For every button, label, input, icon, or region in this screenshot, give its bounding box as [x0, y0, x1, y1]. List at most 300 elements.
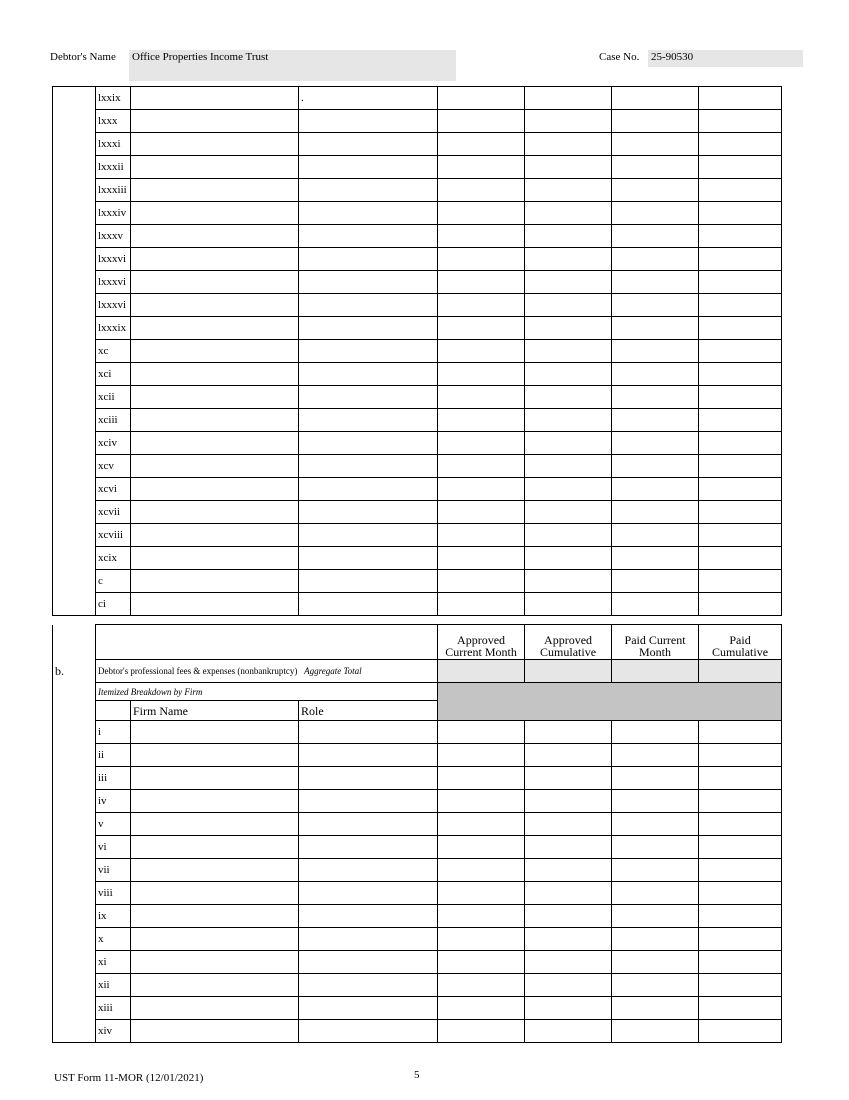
firm-name-cell[interactable] [131, 294, 299, 317]
paid-current-month-cell[interactable] [612, 928, 699, 951]
firm-name-cell[interactable] [131, 271, 299, 294]
firm-name-cell[interactable] [131, 478, 299, 501]
role-cell[interactable] [299, 744, 438, 767]
left-spacer [53, 928, 96, 951]
firm-name-cell[interactable] [131, 744, 299, 767]
approved-current-month-cell[interactable] [438, 363, 525, 386]
approved-cumulative-cell[interactable] [525, 905, 612, 928]
aggregate-approved-current-month[interactable] [438, 660, 525, 683]
firm-name-cell[interactable] [131, 501, 299, 524]
row-index: lxxxvi [96, 294, 131, 317]
table-row [53, 179, 782, 202]
left-margin-cell [53, 87, 96, 616]
aggregate-total-label: Aggregate Total [304, 666, 362, 676]
paid-current-month-cell[interactable] [612, 432, 699, 455]
paid-cumulative-cell[interactable] [699, 928, 782, 951]
paid-cumulative-cell[interactable] [699, 905, 782, 928]
row-index: lxxxii [96, 156, 131, 179]
paid-current-month-cell[interactable] [612, 767, 699, 790]
approved-current-month-cell[interactable] [438, 1020, 525, 1043]
paid-cumulative-cell[interactable] [699, 1020, 782, 1043]
approved-current-month-cell[interactable] [438, 997, 525, 1020]
paid-cumulative-cell[interactable] [699, 997, 782, 1020]
paid-current-month-cell[interactable] [612, 340, 699, 363]
row-index: iii [96, 767, 131, 790]
table-row [53, 133, 782, 156]
paid-cumulative-cell[interactable] [699, 110, 782, 133]
approved-current-month-cell[interactable] [438, 951, 525, 974]
approved-current-month-cell[interactable] [438, 790, 525, 813]
approved-cumulative-cell[interactable] [525, 501, 612, 524]
approved-current-month-cell[interactable] [438, 882, 525, 905]
row-index: i [96, 721, 131, 744]
firm-name-cell[interactable] [131, 905, 299, 928]
approved-cumulative-cell[interactable] [525, 271, 612, 294]
firm-name-cell[interactable] [131, 790, 299, 813]
role-cell[interactable] [299, 271, 438, 294]
firm-name-cell[interactable] [131, 87, 299, 110]
table-row [53, 271, 782, 294]
paid-current-month-cell[interactable] [612, 133, 699, 156]
role-cell[interactable] [299, 570, 438, 593]
paid-cumulative-cell[interactable] [699, 202, 782, 225]
row-index: iv [96, 790, 131, 813]
approved-cumulative-cell[interactable] [525, 409, 612, 432]
paid-cumulative-cell[interactable] [699, 951, 782, 974]
paid-current-month-cell[interactable] [612, 478, 699, 501]
firm-name-cell[interactable] [131, 133, 299, 156]
approved-cumulative-cell[interactable] [525, 882, 612, 905]
firm-name-cell[interactable] [131, 524, 299, 547]
role-cell[interactable] [299, 836, 438, 859]
table-row [53, 110, 782, 133]
row-index: lxxix [96, 87, 131, 110]
approved-current-month-cell[interactable] [438, 836, 525, 859]
approved-cumulative-cell[interactable] [525, 547, 612, 570]
approved-current-month-cell[interactable] [438, 547, 525, 570]
row-index: xcix [96, 547, 131, 570]
table-row [53, 87, 782, 110]
approved-cumulative-cell[interactable] [525, 432, 612, 455]
paid-cumulative-cell[interactable] [699, 721, 782, 744]
row-index: xcviii [96, 524, 131, 547]
row-index: vi [96, 836, 131, 859]
table-row [53, 767, 782, 790]
role-cell[interactable] [299, 859, 438, 882]
row-index: xciii [96, 409, 131, 432]
firm-name-cell[interactable] [131, 997, 299, 1020]
firm-name-cell[interactable] [131, 317, 299, 340]
paid-cumulative-cell[interactable] [699, 133, 782, 156]
approved-current-month-cell[interactable] [438, 179, 525, 202]
approved-current-month-cell[interactable] [438, 202, 525, 225]
paid-cumulative-cell[interactable] [699, 248, 782, 271]
left-spacer [53, 744, 96, 767]
role-cell[interactable] [299, 790, 438, 813]
paid-current-month-cell[interactable] [612, 905, 699, 928]
role-cell[interactable] [299, 547, 438, 570]
firm-name-cell[interactable] [131, 363, 299, 386]
left-spacer [53, 683, 96, 701]
approved-cumulative-cell[interactable] [525, 179, 612, 202]
approved-current-month-cell[interactable] [438, 225, 525, 248]
paid-current-month-cell[interactable] [612, 248, 699, 271]
role-cell[interactable] [299, 294, 438, 317]
role-cell[interactable] [299, 767, 438, 790]
shaded-area [438, 683, 782, 721]
row-index: xcii [96, 386, 131, 409]
paid-cumulative-cell[interactable] [699, 501, 782, 524]
role-cell[interactable] [299, 202, 438, 225]
paid-cumulative-cell[interactable] [699, 225, 782, 248]
approved-cumulative-cell[interactable] [525, 478, 612, 501]
approved-cumulative-cell[interactable] [525, 363, 612, 386]
table-row [53, 317, 782, 340]
firm-name-cell[interactable] [131, 859, 299, 882]
role-cell[interactable] [299, 501, 438, 524]
role-cell[interactable] [299, 455, 438, 478]
approved-current-month-cell[interactable] [438, 455, 525, 478]
row-index: xciv [96, 432, 131, 455]
firm-name-cell[interactable] [131, 928, 299, 951]
role-cell[interactable] [299, 133, 438, 156]
approved-cumulative-cell[interactable] [525, 156, 612, 179]
table-row [53, 570, 782, 593]
paid-cumulative-cell[interactable] [699, 363, 782, 386]
firm-name-cell[interactable] [131, 110, 299, 133]
table-row [53, 478, 782, 501]
row-index: v [96, 813, 131, 836]
paid-cumulative-cell[interactable] [699, 87, 782, 110]
paid-cumulative-cell[interactable] [699, 882, 782, 905]
approved-cumulative-cell[interactable] [525, 744, 612, 767]
approved-cumulative-cell[interactable] [525, 928, 612, 951]
role-cell[interactable] [299, 248, 438, 271]
row-index: x [96, 928, 131, 951]
paid-cumulative-cell[interactable] [699, 593, 782, 616]
paid-cumulative-cell[interactable] [699, 455, 782, 478]
firm-name-cell[interactable] [131, 721, 299, 744]
section-b-label-cell [53, 625, 96, 660]
firm-name-cell[interactable] [131, 432, 299, 455]
row-index: lxxxi [96, 133, 131, 156]
paid-cumulative-cell[interactable] [699, 570, 782, 593]
left-spacer [53, 882, 96, 905]
paid-current-month-cell[interactable] [612, 1020, 699, 1043]
paid-current-month-cell[interactable] [612, 813, 699, 836]
approved-current-month-cell[interactable] [438, 593, 525, 616]
approved-current-month-cell[interactable] [438, 859, 525, 882]
firm-name-cell[interactable] [131, 156, 299, 179]
role-cell[interactable] [299, 179, 438, 202]
approved-cumulative-cell[interactable] [525, 87, 612, 110]
approved-current-month-cell[interactable] [438, 432, 525, 455]
paid-current-month-cell[interactable] [612, 593, 699, 616]
fees-table-continued [52, 86, 782, 616]
approved-cumulative-cell[interactable] [525, 997, 612, 1020]
approved-cumulative-cell[interactable] [525, 593, 612, 616]
firm-name-cell[interactable] [131, 386, 299, 409]
paid-cumulative-cell[interactable] [699, 179, 782, 202]
role-cell[interactable] [299, 156, 438, 179]
paid-cumulative-cell[interactable] [699, 386, 782, 409]
paid-cumulative-cell[interactable] [699, 790, 782, 813]
paid-cumulative-cell[interactable] [699, 767, 782, 790]
role-cell[interactable] [299, 524, 438, 547]
role-cell[interactable] [299, 225, 438, 248]
paid-cumulative-cell[interactable] [699, 813, 782, 836]
paid-cumulative-cell[interactable] [699, 547, 782, 570]
table-row [53, 363, 782, 386]
row-index: xcvi [96, 478, 131, 501]
approved-cumulative-cell[interactable] [525, 524, 612, 547]
paid-cumulative-cell[interactable] [699, 974, 782, 997]
role-cell[interactable] [299, 882, 438, 905]
firm-name-cell[interactable] [131, 225, 299, 248]
paid-current-month-cell[interactable] [612, 294, 699, 317]
table-row [53, 836, 782, 859]
paid-current-month-cell[interactable] [612, 225, 699, 248]
table-row [53, 859, 782, 882]
left-spacer [53, 701, 96, 721]
approved-current-month-cell[interactable] [438, 478, 525, 501]
role-cell[interactable] [299, 386, 438, 409]
approved-cumulative-cell[interactable] [525, 248, 612, 271]
paid-current-month-cell[interactable] [612, 744, 699, 767]
paid-current-month-cell[interactable] [612, 179, 699, 202]
paid-cumulative-cell[interactable] [699, 317, 782, 340]
paid-current-month-cell[interactable] [612, 951, 699, 974]
approved-current-month-cell[interactable] [438, 271, 525, 294]
role-cell[interactable] [299, 340, 438, 363]
approved-current-month-cell[interactable] [438, 133, 525, 156]
left-spacer [53, 790, 96, 813]
paid-current-month-cell[interactable] [612, 524, 699, 547]
approved-current-month-cell[interactable] [438, 928, 525, 951]
paid-cumulative-cell[interactable] [699, 478, 782, 501]
approved-current-month-cell[interactable] [438, 386, 525, 409]
table-row [53, 455, 782, 478]
approved-cumulative-cell[interactable] [525, 974, 612, 997]
paid-cumulative-cell[interactable] [699, 156, 782, 179]
paid-cumulative-cell[interactable] [699, 744, 782, 767]
firm-name-cell[interactable] [131, 547, 299, 570]
approved-cumulative-cell[interactable] [525, 455, 612, 478]
approved-current-month-cell[interactable] [438, 974, 525, 997]
section-b-label: b. [53, 660, 96, 683]
approved-cumulative-cell[interactable] [525, 133, 612, 156]
approved-current-month-cell[interactable] [438, 721, 525, 744]
approved-current-month-cell[interactable] [438, 744, 525, 767]
row-index: lxxx [96, 110, 131, 133]
approved-current-month-cell[interactable] [438, 156, 525, 179]
paid-current-month-cell[interactable] [612, 455, 699, 478]
role-header: Role [299, 701, 438, 721]
table-row [53, 1020, 782, 1043]
stray-mark: . [301, 92, 304, 104]
role-cell[interactable] [299, 721, 438, 744]
approved-current-month-cell[interactable] [438, 905, 525, 928]
role-cell[interactable] [299, 317, 438, 340]
firm-name-cell[interactable] [131, 974, 299, 997]
approved-cumulative-cell[interactable] [525, 570, 612, 593]
aggregate-paid-current-month[interactable] [612, 660, 699, 683]
role-cell[interactable] [299, 1020, 438, 1043]
paid-cumulative-cell[interactable] [699, 836, 782, 859]
paid-current-month-cell[interactable] [612, 836, 699, 859]
approved-current-month-cell[interactable] [438, 110, 525, 133]
firm-name-cell[interactable] [131, 593, 299, 616]
paid-cumulative-cell[interactable] [699, 294, 782, 317]
role-cell[interactable] [299, 593, 438, 616]
paid-current-month-cell[interactable] [612, 363, 699, 386]
col-approved-cumulative: Approved Cumulative [525, 625, 612, 660]
approved-current-month-cell[interactable] [438, 524, 525, 547]
paid-current-month-cell[interactable] [612, 409, 699, 432]
paid-current-month-cell[interactable] [612, 882, 699, 905]
firm-name-cell[interactable] [131, 409, 299, 432]
row-index: c [96, 570, 131, 593]
approved-cumulative-cell[interactable] [525, 1020, 612, 1043]
role-cell[interactable] [299, 951, 438, 974]
approved-cumulative-cell[interactable] [525, 386, 612, 409]
role-cell[interactable] [299, 813, 438, 836]
approved-cumulative-cell[interactable] [525, 317, 612, 340]
col-approved-current-month: Approved Current Month [438, 625, 525, 660]
approved-cumulative-cell[interactable] [525, 951, 612, 974]
approved-current-month-cell[interactable] [438, 409, 525, 432]
approved-cumulative-cell[interactable] [525, 767, 612, 790]
approved-cumulative-cell[interactable] [525, 859, 612, 882]
paid-cumulative-cell[interactable] [699, 271, 782, 294]
firm-name-cell[interactable] [131, 951, 299, 974]
approved-cumulative-cell[interactable] [525, 110, 612, 133]
table-row [53, 225, 782, 248]
firm-name-cell[interactable] [131, 179, 299, 202]
itemized-breakdown-label: Itemized Breakdown by Firm [96, 683, 438, 701]
firm-name-cell[interactable] [131, 248, 299, 271]
paid-current-month-cell[interactable] [612, 721, 699, 744]
page-number: 5 [414, 1069, 420, 1081]
approved-cumulative-cell[interactable] [525, 202, 612, 225]
paid-current-month-cell[interactable] [612, 570, 699, 593]
firm-name-cell[interactable] [131, 882, 299, 905]
approved-current-month-cell[interactable] [438, 767, 525, 790]
paid-current-month-cell[interactable] [612, 790, 699, 813]
firm-name-cell[interactable] [131, 455, 299, 478]
table-row [53, 501, 782, 524]
row-index: ii [96, 744, 131, 767]
approved-cumulative-cell[interactable] [525, 836, 612, 859]
approved-current-month-cell[interactable] [438, 813, 525, 836]
approved-current-month-cell[interactable] [438, 87, 525, 110]
table-row [53, 432, 782, 455]
table-row [53, 744, 782, 767]
left-spacer [53, 905, 96, 928]
firm-name-cell[interactable] [131, 813, 299, 836]
left-spacer [53, 951, 96, 974]
firm-name-cell[interactable] [131, 202, 299, 225]
approved-cumulative-cell[interactable] [525, 340, 612, 363]
row-index: lxxxiv [96, 202, 131, 225]
firm-name-cell[interactable] [131, 836, 299, 859]
paid-current-month-cell[interactable] [612, 271, 699, 294]
row-index: ci [96, 593, 131, 616]
paid-current-month-cell[interactable] [612, 547, 699, 570]
aggregate-approved-cumulative[interactable] [525, 660, 612, 683]
row-index: xc [96, 340, 131, 363]
paid-current-month-cell[interactable] [612, 156, 699, 179]
role-cell[interactable] [299, 974, 438, 997]
col-paid-current-month: Paid Current Month [612, 625, 699, 660]
paid-current-month-cell[interactable] [612, 87, 699, 110]
debtor-name-field[interactable]: Office Properties Income Trust [129, 50, 456, 81]
row-index: xiii [96, 997, 131, 1020]
firm-name-cell[interactable] [131, 340, 299, 363]
role-cell[interactable] [299, 363, 438, 386]
paid-cumulative-cell[interactable] [699, 409, 782, 432]
row-index: xiv [96, 1020, 131, 1043]
paid-current-month-cell[interactable] [612, 317, 699, 340]
approved-current-month-cell[interactable] [438, 340, 525, 363]
approved-current-month-cell[interactable] [438, 570, 525, 593]
paid-current-month-cell[interactable] [612, 997, 699, 1020]
row-index: xcv [96, 455, 131, 478]
role-cell[interactable] [299, 905, 438, 928]
section-b-header-blank [96, 625, 438, 660]
role-cell[interactable] [299, 409, 438, 432]
role-cell[interactable] [299, 928, 438, 951]
paid-current-month-cell[interactable] [612, 386, 699, 409]
approved-cumulative-cell[interactable] [525, 721, 612, 744]
row-index: lxxxvi [96, 271, 131, 294]
approved-current-month-cell[interactable] [438, 317, 525, 340]
approved-current-month-cell[interactable] [438, 248, 525, 271]
firm-name-cell[interactable] [131, 767, 299, 790]
paid-cumulative-cell[interactable] [699, 859, 782, 882]
approved-cumulative-cell[interactable] [525, 294, 612, 317]
row-index: ix [96, 905, 131, 928]
approved-cumulative-cell[interactable] [525, 225, 612, 248]
role-cell[interactable] [299, 110, 438, 133]
paid-cumulative-cell[interactable] [699, 432, 782, 455]
firm-name-cell[interactable] [131, 570, 299, 593]
table-row [53, 547, 782, 570]
approved-cumulative-cell[interactable] [525, 790, 612, 813]
paid-current-month-cell[interactable] [612, 974, 699, 997]
firm-name-cell[interactable] [131, 1020, 299, 1043]
role-cell[interactable] [299, 432, 438, 455]
paid-cumulative-cell[interactable] [699, 524, 782, 547]
description-text: Debtor's professional fees & expenses (nonbankruptcy) [98, 666, 298, 676]
role-cell[interactable] [299, 87, 438, 110]
paid-cumulative-cell[interactable] [699, 340, 782, 363]
approved-cumulative-cell[interactable] [525, 813, 612, 836]
left-spacer [53, 813, 96, 836]
left-spacer [53, 767, 96, 790]
case-number-field[interactable]: 25-90530 [648, 50, 803, 67]
paid-current-month-cell[interactable] [612, 110, 699, 133]
firm-name-header: Firm Name [131, 701, 299, 721]
approved-current-month-cell[interactable] [438, 294, 525, 317]
aggregate-paid-cumulative[interactable] [699, 660, 782, 683]
approved-current-month-cell[interactable] [438, 501, 525, 524]
role-cell[interactable] [299, 478, 438, 501]
paid-current-month-cell[interactable] [612, 202, 699, 225]
role-cell[interactable] [299, 997, 438, 1020]
paid-current-month-cell[interactable] [612, 501, 699, 524]
paid-current-month-cell[interactable] [612, 859, 699, 882]
